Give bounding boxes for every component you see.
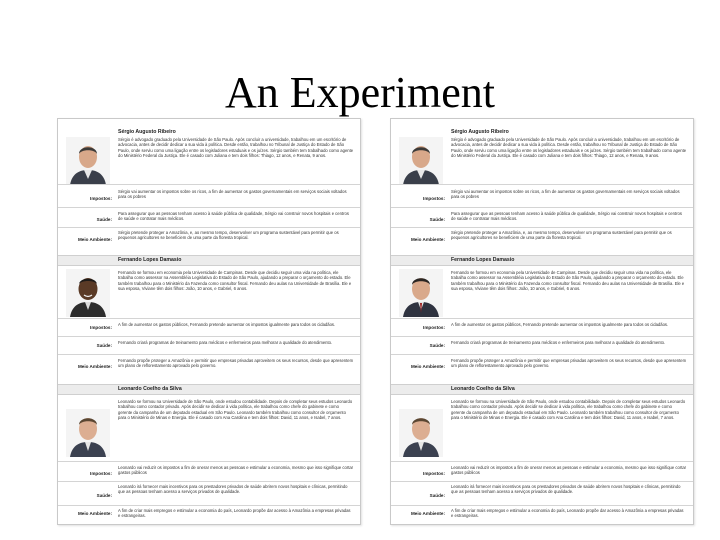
candidate-header-bar (58, 255, 360, 266)
policy-label: Impostos: (423, 325, 445, 330)
candidate-bio: Leonardo se formou na Universidade de São Paulo, onde estudou contabilidade. Depois de completar seus estudos Leonardo trabalhou como contador privado. Após decidir se dedicar à vida política, ele trabalhou como chefe do gabinete e como gerente da campanha de um deputado estadual em São Paulo. Leonardo também trabalhou como consultor de orçamento para o Ministério de Minas e Energia. Ele é casado com Ana Carolina e tem dois filhos: David, 11 anos, e Isabel, 7 anos. (118, 399, 353, 421)
divider (58, 481, 360, 482)
candidate-photo (399, 409, 443, 457)
candidate-bio: Sérgio é advogado graduado pela Universidade de São Paulo. Após concluir a universidade, trabalhou em um escritório de advocacia, antes de decidir dedicar a sua vida à política. Desde então, trabalhou no Tribunal de Justiça do Estado de São Paulo, onde serviu como uma ligação entre os legisladores estaduais e os juízes. Sérgio também tem trabalhado como agente do Ministério Federal da Justiça. Ele é casado com Juliana e tem dois filhos: Thiago, 12 anos, e Renata, 9 anos. (118, 137, 354, 159)
candidate-photo (66, 269, 110, 317)
candidate-fernando (391, 266, 693, 384)
policy-label: Impostos: (423, 196, 445, 201)
candidate-bio: Leonardo se formou na Universidade de São Paulo, onde estudou contabilidade. Depois de completar seus estudos Leonardo trabalhou como contador privado. Após decidir se dedicar à vida política, ele trabalhou como chefe do gabinete e como gerente da campanha de um deputado estadual em São Paulo. Leonardo também trabalhou como consultor de orçamento para o Ministério de Minas e Energia. Ele é casado com Ana Carolina e tem dois filhos: David, 11 anos, e Isabel, 7 anos. (451, 399, 686, 421)
policy-text: A fim de aumentar os gastos públicos, Fernando pretende aumentar os impostos igualmente para todos os cidadãos. (451, 322, 669, 327)
policy-label: Impostos: (90, 471, 112, 476)
candidate-header-bar (391, 384, 693, 395)
policy-text: Sérgio pretende proteger a Amazônia, e, ao mesmo tempo, desenvolver um programa sustentável para permitir que os pequenos agricultores se beneficiem de uma parte da floresta tropical. (451, 230, 672, 241)
policy-text: A fim de criar mais empregos e estimular a economia do país, Leonardo propõe dar acesso à Amazônia a empresas privadas e estrangeiras. (451, 508, 684, 519)
candidate-leonardo (391, 395, 693, 523)
policy-text: A fim de aumentar os gastos públicos, Fernando pretende aumentar os impostos igualmente para todos os cidadãos. (118, 322, 336, 327)
divider (58, 505, 360, 506)
policy-text: Leonardo vai reduzir os impostos a fim de onerar menos as pessoas e estimular a economia, mesmo que isso signifique cortar gastos públicos (118, 465, 354, 476)
policy-text: Leonardo irá fornecer mais incentivos para os prestadores privados de saúde abrirem novos hospitais e clínicas, permitindo que as pessoas tenham acesso a serviços privados de qualidade. (118, 484, 348, 495)
policy-text: Para assegurar que as pessoas tenham acesso à saúde pública de qualidade, Sérgio vai construir novos hospitais e centros de saúde e contratar mais médicos. (118, 211, 349, 222)
policy-text: Sérgio vai aumentar os impostos sobre os ricos, a fim de aumentar os gastos governamentais em serviços sociais voltados para os pobres (118, 189, 347, 200)
policy-text: Para assegurar que as pessoas tenham acesso à saúde pública de qualidade, Sérgio vai construir novos hospitais e centros de saúde e contratar mais médicos. (451, 211, 682, 222)
candidate-name: Fernando Lopes Damasio (451, 257, 515, 263)
policy-label: Impostos: (90, 196, 112, 201)
candidate-photo (399, 137, 443, 185)
candidate-sheet-right (390, 118, 694, 525)
policy-label: Saúde: (429, 217, 445, 222)
candidate-fernando (58, 266, 360, 384)
divider (391, 227, 693, 228)
divider (58, 336, 360, 337)
policy-label: Impostos: (423, 471, 445, 476)
slide-title: An Experiment (224, 68, 496, 117)
candidate-header-bar (391, 255, 693, 266)
policy-label: Impostos: (90, 325, 112, 330)
divider (391, 336, 693, 337)
policy-text: Sérgio vai aumentar os impostos sobre os ricos, a fim de aumentar os gastos governamentais em serviços sociais voltados para os pobres (451, 189, 680, 200)
policy-label: Meio Ambiente: (410, 237, 445, 242)
policy-label: Meio Ambiente: (410, 364, 445, 369)
candidate-sheet-left (57, 118, 361, 525)
policy-label: Saúde: (96, 493, 112, 498)
policy-label: Meio Ambiente: (77, 511, 112, 516)
policy-label: Saúde: (96, 217, 112, 222)
candidate-name: Sérgio Augusto Ribeiro (451, 129, 509, 135)
candidate-leonardo (58, 395, 360, 523)
divider (391, 354, 693, 355)
policy-label: Meio Ambiente: (77, 237, 112, 242)
candidate-name: Fernando Lopes Damasio (118, 257, 182, 263)
policy-label: Meio Ambiente: (410, 511, 445, 516)
candidate-bio: Sérgio é advogado graduado pela Universidade de São Paulo. Após concluir a universidade, trabalhou em um escritório de advocacia, antes de decidir dedicar a sua vida à política. Desde então, trabalhou no Tribunal de Justiça do Estado de São Paulo, onde serviu como uma ligação entre os legisladores estaduais e os juízes. Sérgio também tem trabalhado como agente do Ministério Federal da Justiça. Ele é casado com Juliana e tem dois filhos: Thiago, 12 anos, e Renata, 9 anos. (451, 137, 687, 159)
candidate-bio: Fernando se formou em economia pela Universidade de Campinas. Desde que decidiu seguir uma vida na política, ele trabalha como assessor na Assembléia Legislativa do Estado de São Paulo, ajudando a preparar o orçamento do estado. Ele também trabalhou para o Ministério da Fazenda como consultor fiscal. Fernando deu aulas na Universidade de Brasília. Ele e sua esposa, Viviane têm dois filhos: João, 10 anos, e Gabriel, 6 anos. (118, 270, 352, 292)
divider (391, 461, 693, 462)
policy-text: Fernando criará programas de treinamento para médicos e enfermeiros para melhorar a qualidade do atendimento. (118, 340, 333, 345)
divider (391, 184, 693, 185)
candidate-name: Leonardo Coelho da Silva (451, 386, 515, 392)
candidate-header-bar (58, 384, 360, 395)
policy-text: Leonardo irá fornecer mais incentivos para os prestadores privados de saúde abrirem novos hospitais e clínicas, permitindo que as pessoas tenham acesso a serviços privados de qualidade. (451, 484, 681, 495)
divider (58, 354, 360, 355)
divider (391, 481, 693, 482)
candidate-bio: Fernando se formou em economia pela Universidade de Campinas. Desde que decidiu seguir uma vida na política, ele trabalha como assessor na Assembléia Legislativa do Estado de São Paulo, ajudando a preparar o orçamento do estado. Ele também trabalhou para o Ministério da Fazenda como consultor fiscal. Fernando deu aulas na Universidade de Brasília. Ele e sua esposa, Viviane têm dois filhos: João, 10 anos, e Gabriel, 6 anos. (451, 270, 685, 292)
candidate-sergio (58, 119, 360, 257)
policy-label: Saúde: (429, 343, 445, 348)
policy-text: Fernando propõe proteger a Amazônia e permitir que empresas privadas aproveitem os seus recursos, desde que apresentem um plano de reflorestamento aprovado pelo governo. (451, 358, 687, 369)
divider (58, 207, 360, 208)
divider (58, 318, 360, 319)
divider (391, 505, 693, 506)
divider (391, 207, 693, 208)
policy-label: Saúde: (96, 343, 112, 348)
candidate-photo (66, 409, 110, 457)
policy-text: A fim de criar mais empregos e estimular a economia do país, Leonardo propõe dar acesso à Amazônia a empresas privadas e estrangeiras. (118, 508, 351, 519)
candidate-name: Sérgio Augusto Ribeiro (118, 129, 176, 135)
policy-text: Fernando criará programas de treinamento para médicos e enfermeiros para melhorar a qualidade do atendimento. (451, 340, 666, 345)
candidate-name: Leonardo Coelho da Silva (118, 386, 182, 392)
policy-text: Leonardo vai reduzir os impostos a fim de onerar menos as pessoas e estimular a economia, mesmo que isso signifique cortar gastos públicos (451, 465, 687, 476)
policy-label: Meio Ambiente: (77, 364, 112, 369)
divider (58, 227, 360, 228)
candidate-photo (399, 269, 443, 317)
policy-text: Fernando propõe proteger a Amazônia e permitir que empresas privadas aproveitem os seus recursos, desde que apresentem um plano de reflorestamento aprovado pelo governo. (118, 358, 354, 369)
policy-label: Saúde: (429, 493, 445, 498)
divider (58, 461, 360, 462)
policy-text: Sérgio pretende proteger a Amazônia, e, ao mesmo tempo, desenvolver um programa sustentável para permitir que os pequenos agricultores se beneficiem de uma parte da floresta tropical. (118, 230, 339, 241)
candidate-photo (66, 137, 110, 185)
divider (391, 318, 693, 319)
candidate-sergio (391, 119, 693, 257)
divider (58, 184, 360, 185)
